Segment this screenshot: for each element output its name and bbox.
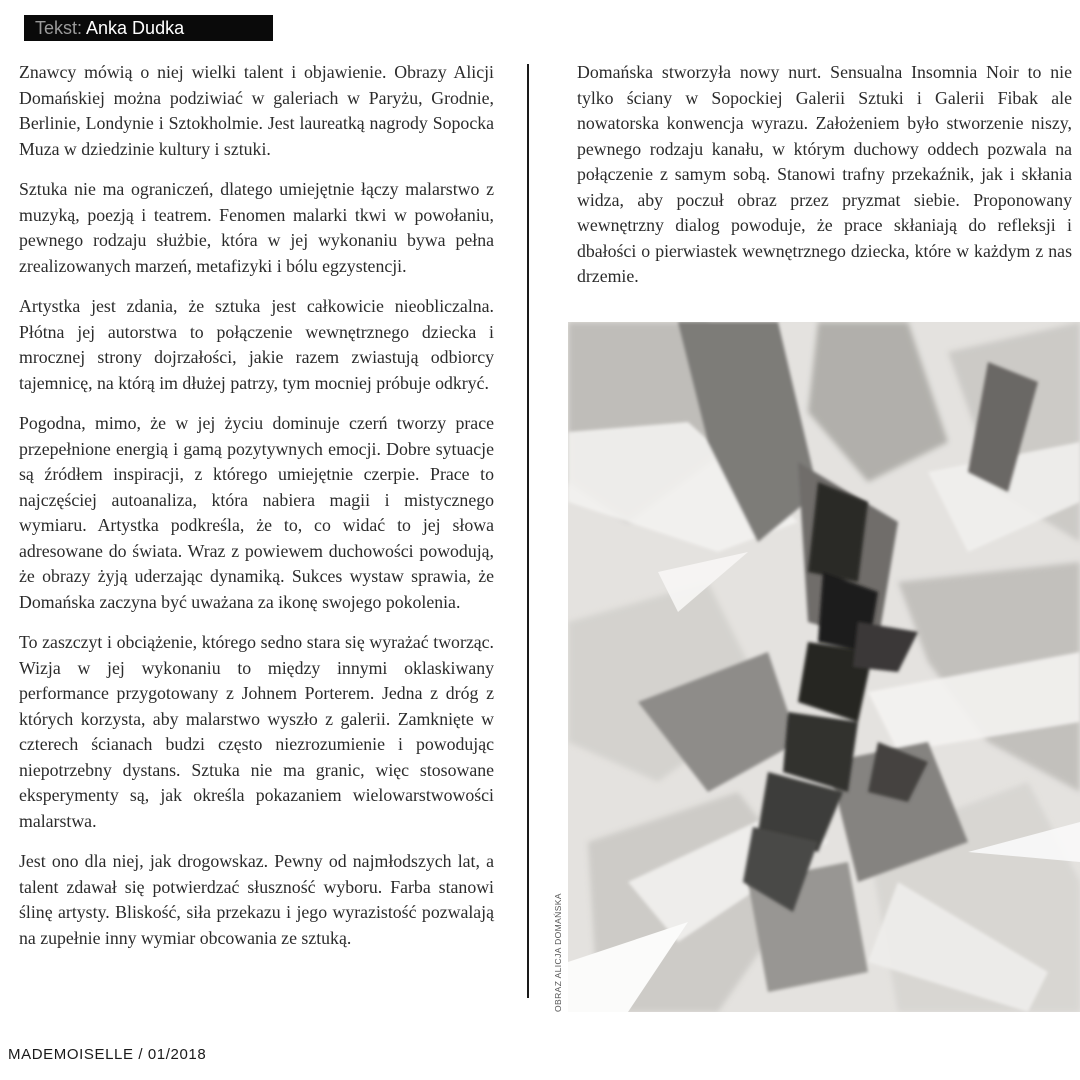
author-byline bbox=[24, 15, 273, 41]
article-left-column bbox=[19, 60, 494, 966]
abstract-painting-image bbox=[568, 322, 1080, 1012]
paragraph: Domańska stworzyła nowy nurt. Sensualna Insomnia Noir to nie tylko ściany w Sopockiej Galerii Sztuki i Galerii Fibak ale nowatorska konwencja wyrazu. Założeniem było stworzenie niszy, pewnego rodzaju kanału, w którym duchowy oddech pozwala na połączenie z samym sobą. Stanowi trafny przekaźnik, jak i skłania widza, aby poczuł obraz przez pryzmat siebie. Proponowany wewnętrzny dialog powoduje, że prace skłaniają do refleksji i dbałości o pierwiastek wewnętrznego dziecka, które w każdym z nas drzemie. bbox=[577, 62, 1072, 286]
magazine-footer: MADEMOISELLE / 01/2018 bbox=[8, 1046, 207, 1063]
paragraph: To zaszczyt i obciążenie, którego sedno stara się wyrażać tworząc. Wizja w jej wykonaniu to między innymi oklaskiwany performance przygotowany z Johnem Porterem. Jedna z dróg z których korzysta, aby malarstwo wyszło z galerii. Zamknięte w czterech ścianach budzi często niezrozumienie i powodując niepotrzebny dystans. Sztuka nie ma granic, więc stosowane eksperymenty są, jak określa pokazaniem wielowarstwowości malarstwa. bbox=[19, 632, 494, 831]
paragraph: Sztuka nie ma ograniczeń, dlatego umiejętnie łączy malarstwo z muzyką, poezją i teatrem. Fenomen malarki tkwi w powołaniu, pewnego rodzaju służbie, która w jej wykonaniu bywa pełna zrealizowanych marzeń, metafizyki i bólu egzystencji. bbox=[19, 179, 494, 276]
article-right-column bbox=[577, 60, 1072, 305]
author-label: Tekst: bbox=[35, 18, 83, 38]
paragraph: Artystka jest zdania, że sztuka jest całkowicie nieobliczalna. Płótna jej autorstwa to połączenie wewnętrznego dziecka i mrocznej strony dojrzałości, jakie razem zwiastują odbiorcy tajemnicę, na którą im dłużej patrzy, tym mocniej próbuje odkryć. bbox=[19, 296, 494, 393]
paragraph: Znawcy mówią o niej wielki talent i objawienie. Obrazy Alicji Domańskiej można podziwiać w galeriach w Paryżu, Grodnie, Berlinie, Londynie i Sztokholmie. Jest laureatką nagrody Sopocka Muza w dziedzinie kultury i sztuki. bbox=[19, 62, 494, 159]
column-divider bbox=[527, 64, 529, 998]
author-name: Anka Dudka bbox=[86, 18, 185, 38]
paragraph: Jest ono dla niej, jak drogowskaz. Pewny od najmłodszych lat, a talent zdawał się potwierdzać słuszność wyboru. Farba stanowi ślinę artysty. Bliskość, siła przekazu i jego wyrazistość pozwalają na zupełnie inny wymiar obcowania ze sztuką. bbox=[19, 851, 494, 948]
image-credit: OBRAZ ALICJA DOMAŃSKA bbox=[553, 893, 563, 1012]
paragraph: Pogodna, mimo, że w jej życiu dominuje czerń tworzy prace przepełnione energią i gamą pozytywnych emocji. Dobre sytuacje są źródłem inspiracji, z którego umiejętnie czerpie. Prace to najczęściej autoanaliza, która nabiera magii i mistycznego wymiaru. Artystka podkreśla, że to, co widać to jej słowa adresowane do świata. Wraz z powiewem duchowości powodują, że obrazy żyją uderzając dynamiką. Sukces wystaw sprawia, że Domańska zaczyna być uważana za ikonę swojego pokolenia. bbox=[19, 413, 494, 612]
